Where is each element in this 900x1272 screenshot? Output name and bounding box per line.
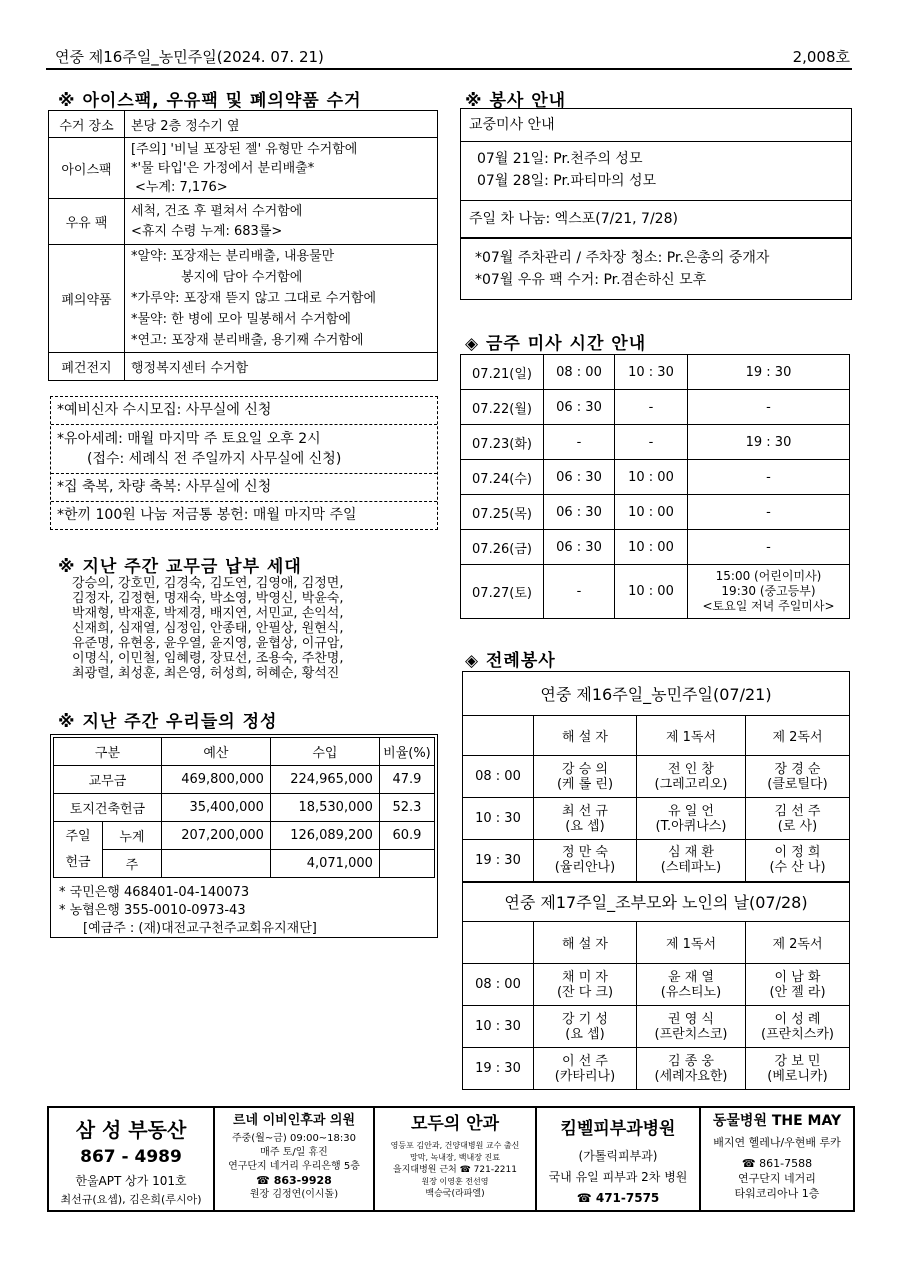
commentator-saint: (카타리나) [554, 1068, 616, 1084]
finance-income: 224,965,000 [270, 766, 379, 794]
finance-label: 누계 [103, 822, 162, 850]
reader1-saint: (T.아퀴나스) [655, 818, 727, 834]
reader2-saint: (클로틸다) [767, 776, 828, 792]
mass-time: - [544, 425, 615, 460]
reader1-saint: (그레고리오) [654, 776, 728, 792]
reader1-name: 전 인 창 [668, 761, 714, 777]
mass-line: 07월 21일: Pr.천주의 성모 [477, 151, 643, 167]
liturgy-title: ◈ 전례봉사 [465, 651, 556, 671]
ad-phone: ☎ 861-7588 [741, 1157, 813, 1170]
reader2-name: 이 남 화 [774, 969, 821, 985]
ad-text: 연구단지 네거리 [738, 1172, 816, 1185]
finance-title: ※ 지난 주간 우리들의 정성 [58, 712, 278, 732]
collection-text: 본당 2층 정수기 옆 [125, 111, 438, 138]
mass-time: - [544, 565, 615, 619]
mass-time: 19:30 (중고등부) [721, 584, 816, 598]
collection-text: <휴지 수령 누계: 683롤> [131, 223, 283, 239]
ad-text: 백승국(라파엘) [425, 1189, 485, 1199]
mass-time: 06 : 30 [544, 390, 615, 425]
liturgy-header: 제 2독서 [746, 716, 850, 756]
ad-realestate [49, 1108, 215, 1210]
bank-account: * 농협은행 355-0010-0973-43 [59, 903, 246, 918]
liturgy-time: 19 : 30 [463, 1048, 534, 1090]
ad-text: 매주 토/일 휴진 [260, 1147, 328, 1158]
liturgy-header: 해 설 자 [534, 922, 637, 964]
mass-line: 07월 28일: Pr.파티마의 성모 [477, 173, 657, 189]
finance-header: 구분 [54, 738, 162, 766]
ad-phone: ☎ 471-7575 [576, 1191, 660, 1205]
service-title: ※ 봉사 안내 [465, 91, 567, 111]
reader2-name: 이 성 례 [774, 1011, 821, 1027]
notice-item: *예비신자 수시모집: 사무실에 신청 [51, 397, 437, 425]
mass-time: 06 : 30 [544, 460, 615, 495]
liturgy-time: 08 : 00 [463, 964, 534, 1006]
collection-text: 행정복지센터 수거함 [125, 353, 438, 381]
finance-label: 주일 [65, 828, 91, 844]
collection-text: *알약: 포장재는 분리배출, 내용물만 [131, 249, 335, 264]
ad-text: 배지연 헬레나/우현배 루카 [713, 1136, 841, 1149]
finance-header: 비율(%) [379, 738, 434, 766]
ad-name: 삼 성 부동산 [75, 1118, 187, 1142]
donor-line: 강승의, 강호민, 김경숙, 김도연, 김영애, 김정면, [72, 576, 344, 591]
finance-header: 수입 [270, 738, 379, 766]
finance-box [50, 734, 438, 938]
notice-box [50, 396, 438, 530]
mass-time: 10 : 30 [615, 355, 688, 390]
commentator-name: 강 기 성 [562, 1011, 608, 1027]
mass-time: - [688, 495, 850, 530]
mass-day: 07.23(화) [461, 425, 544, 460]
mass-note: <토요일 저녁 주일미사> [702, 599, 835, 613]
ad-ent-clinic [215, 1108, 375, 1210]
bulletin-title: 연중 제16주일_농민주일(2024. 07. 21) [55, 48, 324, 66]
finance-ratio [379, 850, 434, 878]
liturgy-header: 제 1독서 [637, 922, 746, 964]
notice-item: (접수: 세례식 전 주일까지 사무실에 신청) [87, 451, 342, 467]
liturgy-time: 10 : 30 [463, 798, 534, 840]
mass-day: 07.26(금) [461, 530, 544, 565]
commentator-saint: (요 셉) [565, 818, 605, 834]
collection-text: 세척, 건조 후 펼쳐서 수거함에 [131, 203, 303, 219]
commentator-saint: (율리안나) [554, 860, 616, 876]
finance-budget: 35,400,000 [161, 794, 270, 822]
commentator-saint: (요 셉) [565, 1026, 605, 1042]
liturgy-week-title: 연중 제16주일_농민주일(07/21) [463, 672, 850, 716]
mass-times-table [460, 354, 850, 619]
liturgy-header: 제 1독서 [637, 716, 746, 756]
finance-income: 126,089,200 [270, 822, 379, 850]
service-box [460, 108, 852, 300]
notice-item: *유아세례: 매월 마지막 주 토요일 오후 2시 [57, 431, 321, 447]
mass-time: 10 : 00 [615, 460, 688, 495]
finance-budget: 469,800,000 [161, 766, 270, 794]
finance-ratio: 47.9 [379, 766, 434, 794]
donors-title: ※ 지난 주간 교무금 납부 세대 [58, 557, 302, 577]
donor-line: 유준명, 유현옹, 윤우열, 윤지영, 윤협상, 이규암, [72, 636, 344, 651]
liturgy-header: 해 설 자 [534, 716, 637, 756]
collection-text: *물약: 한 병에 모아 밀봉해서 수거함에 [131, 312, 351, 327]
donor-line: 박재형, 박재훈, 박제경, 배지연, 서민교, 손익석, [72, 606, 344, 621]
ad-text: 영등포 김안과, 건양대병원 교수 출신 [390, 1141, 520, 1150]
reader2-name: 강 보 민 [774, 1053, 821, 1069]
ad-text: 한울APT 상가 101호 [75, 1174, 187, 1188]
reader2-saint: (수 산 나) [769, 860, 826, 876]
commentator-saint: (잔 다 크) [556, 984, 614, 1000]
mass-time: 10 : 00 [615, 530, 688, 565]
mass-time: - [615, 390, 688, 425]
finance-label: 헌금 [65, 854, 91, 870]
ad-name: 모두의 안과 [410, 1114, 500, 1134]
issue-number: 2,008호 [792, 48, 850, 66]
mass-time: 10 : 00 [615, 565, 688, 619]
finance-table [53, 737, 435, 878]
commentator-name: 강 승 의 [562, 761, 608, 777]
collection-label: 수거 장소 [49, 111, 125, 138]
finance-budget: 207,200,000 [161, 822, 270, 850]
reader1-saint: (스테파노) [660, 860, 722, 876]
header-rule [46, 68, 852, 70]
finance-label: 주 [103, 850, 162, 878]
reader2-name: 김 선 주 [774, 803, 821, 819]
ad-text: 최선규(요셉), 김은희(루시아) [60, 1193, 202, 1206]
collection-text: <누계: 7,176> [135, 179, 228, 195]
share-line: 주일 차 나눔: 엑스포(7/21, 7/28) [461, 201, 851, 239]
mass-day: 07.22(월) [461, 390, 544, 425]
ad-animal-hospital [701, 1108, 853, 1210]
mass-time: 15:00 (어린이미사) [715, 569, 822, 583]
donor-list [72, 576, 344, 681]
finance-ratio: 60.9 [379, 822, 434, 850]
reader1-saint: (프란치스코) [654, 1026, 728, 1042]
finance-ratio: 52.3 [379, 794, 434, 822]
mass-times-title: ◈ 금주 미사 시간 안내 [465, 334, 647, 354]
ad-name: 동물병원 THE MAY [712, 1113, 842, 1129]
mass-time: - [688, 530, 850, 565]
ad-phone: ☎ 863-9928 [256, 1174, 332, 1187]
reader2-saint: (로 사) [777, 818, 818, 834]
mass-time: 08 : 00 [544, 355, 615, 390]
mass-time: - [688, 390, 850, 425]
reader1-saint: (유스티노) [660, 984, 722, 1000]
donor-line: 김정자, 김정현, 명재숙, 박소영, 박영신, 박윤숙, [72, 591, 344, 606]
reader2-name: 장 경 순 [774, 761, 821, 777]
reader1-name: 윤 재 열 [668, 969, 714, 985]
ad-name: 르네 이비인후과 의원 [232, 1113, 356, 1128]
reader1-name: 김 종 웅 [668, 1053, 714, 1069]
commentator-name: 채 미 자 [562, 969, 608, 985]
reader2-saint: (안 젤 라) [769, 984, 826, 1000]
mass-time: 19 : 30 [688, 425, 850, 460]
mass-time: 10 : 00 [615, 495, 688, 530]
mass-title: 교중미사 안내 [461, 109, 851, 142]
finance-budget [161, 850, 270, 878]
mass-time: - [615, 425, 688, 460]
mass-time: 06 : 30 [544, 495, 615, 530]
mass-day: 07.25(목) [461, 495, 544, 530]
collection-label: 폐의약품 [49, 245, 125, 353]
bank-account: * 국민은행 468401-04-140073 [59, 885, 250, 900]
commentator-name: 이 선 주 [562, 1053, 608, 1069]
finance-income: 18,530,000 [270, 794, 379, 822]
mass-time: 19 : 30 [688, 355, 850, 390]
liturgy-time: 08 : 00 [463, 756, 534, 798]
mass-day: 07.27(토) [461, 565, 544, 619]
duty-line: *07월 주차관리 / 주차장 청소: Pr.은총의 중개자 [475, 250, 770, 266]
commentator-saint: (케 롤 린) [556, 776, 614, 792]
ad-text: (가톨릭피부과) [578, 1149, 658, 1163]
reader2-saint: (베로니카) [767, 1068, 828, 1084]
commentator-name: 정 만 숙 [562, 845, 608, 861]
finance-header: 예산 [161, 738, 270, 766]
notice-item: *한끼 100원 나눔 저금통 봉헌: 매월 마지막 주일 [57, 507, 357, 523]
liturgy-time: 10 : 30 [463, 1006, 534, 1048]
liturgy-header: 제 2독서 [746, 922, 850, 964]
ad-text: 연구단지 네거리 우리은행 5층 [228, 1161, 360, 1172]
collection-text: [주의] '비닐 포장된 젤' 유형만 수거함에 [131, 141, 358, 157]
collection-label: 아이스팩 [49, 138, 125, 199]
ad-name: 킴벨피부과병원 [560, 1119, 676, 1139]
ad-bar [47, 1106, 855, 1212]
ad-text: 타워코리아나 1층 [734, 1187, 820, 1200]
mass-time: 06 : 30 [544, 530, 615, 565]
collection-title: ※ 아이스팩, 우유팩 및 폐의약품 수거 [58, 91, 362, 111]
finance-label: 교무금 [54, 766, 162, 794]
notice-item: *집 축복, 차량 축복: 사무실에 신청 [51, 474, 437, 502]
collection-text: *가루약: 포장재 뜯지 않고 그대로 수거함에 [131, 291, 377, 306]
liturgy-week-title: 연중 제17주일_조부모와 노인의 날(07/28) [463, 882, 850, 922]
ad-phone: 867 - 4989 [80, 1147, 182, 1167]
mass-time: - [688, 460, 850, 495]
liturgy-table [462, 671, 850, 1090]
ad-phone: 을지대병원 근처 ☎ 721-2211 [393, 1165, 517, 1175]
collection-text: *연고: 포장재 분리배출, 용기째 수거함에 [131, 333, 364, 348]
liturgy-time: 19 : 30 [463, 840, 534, 882]
ad-text: 원장 김정연(이시돌) [249, 1189, 339, 1200]
finance-income: 4,071,000 [270, 850, 379, 878]
reader1-name: 심 재 환 [668, 845, 714, 861]
reader1-name: 유 일 언 [668, 803, 714, 819]
reader2-name: 이 정 희 [774, 845, 821, 861]
collection-label: 폐건전지 [49, 353, 125, 381]
ad-text: 원장 이영훈 전선영 [421, 1177, 489, 1186]
collection-text: 봉지에 담아 수거함에 [181, 270, 303, 285]
donor-line: 최광렬, 최성훈, 최은영, 허성희, 허혜순, 황석진 [72, 666, 340, 681]
ad-text: 국내 유일 피부과 2차 병원 [548, 1170, 688, 1184]
reader1-name: 권 영 식 [668, 1011, 714, 1027]
donor-line: 신재희, 심재열, 심정임, 안종태, 안필상, 원현식, [72, 621, 344, 636]
reader1-saint: (세례자요한) [654, 1068, 728, 1084]
finance-label: 토지건축헌금 [54, 794, 162, 822]
ad-text: 망막, 녹내장, 백내장 진료 [410, 1153, 500, 1162]
collection-label: 우유 팩 [49, 199, 125, 245]
bank-holder: [예금주 : (재)대전교구천주교회유지재단] [83, 921, 317, 936]
collection-table [48, 110, 438, 381]
commentator-name: 최 선 규 [562, 803, 608, 819]
ad-skin-clinic [537, 1108, 701, 1210]
reader2-saint: (프란치스카) [761, 1026, 834, 1042]
donor-line: 이명식, 이민철, 임혜령, 장묘선, 조용숙, 주찬명, [72, 651, 344, 666]
mass-day: 07.21(일) [461, 355, 544, 390]
duty-line: *07월 우유 팩 수거: Pr.겸손하신 모후 [475, 272, 707, 288]
collection-text: *'물 타입'은 가정에서 분리배출* [131, 160, 315, 176]
ad-eye-clinic [375, 1108, 537, 1210]
ad-text: 주중(월~금) 09:00~18:30 [231, 1133, 357, 1144]
mass-day: 07.24(수) [461, 460, 544, 495]
